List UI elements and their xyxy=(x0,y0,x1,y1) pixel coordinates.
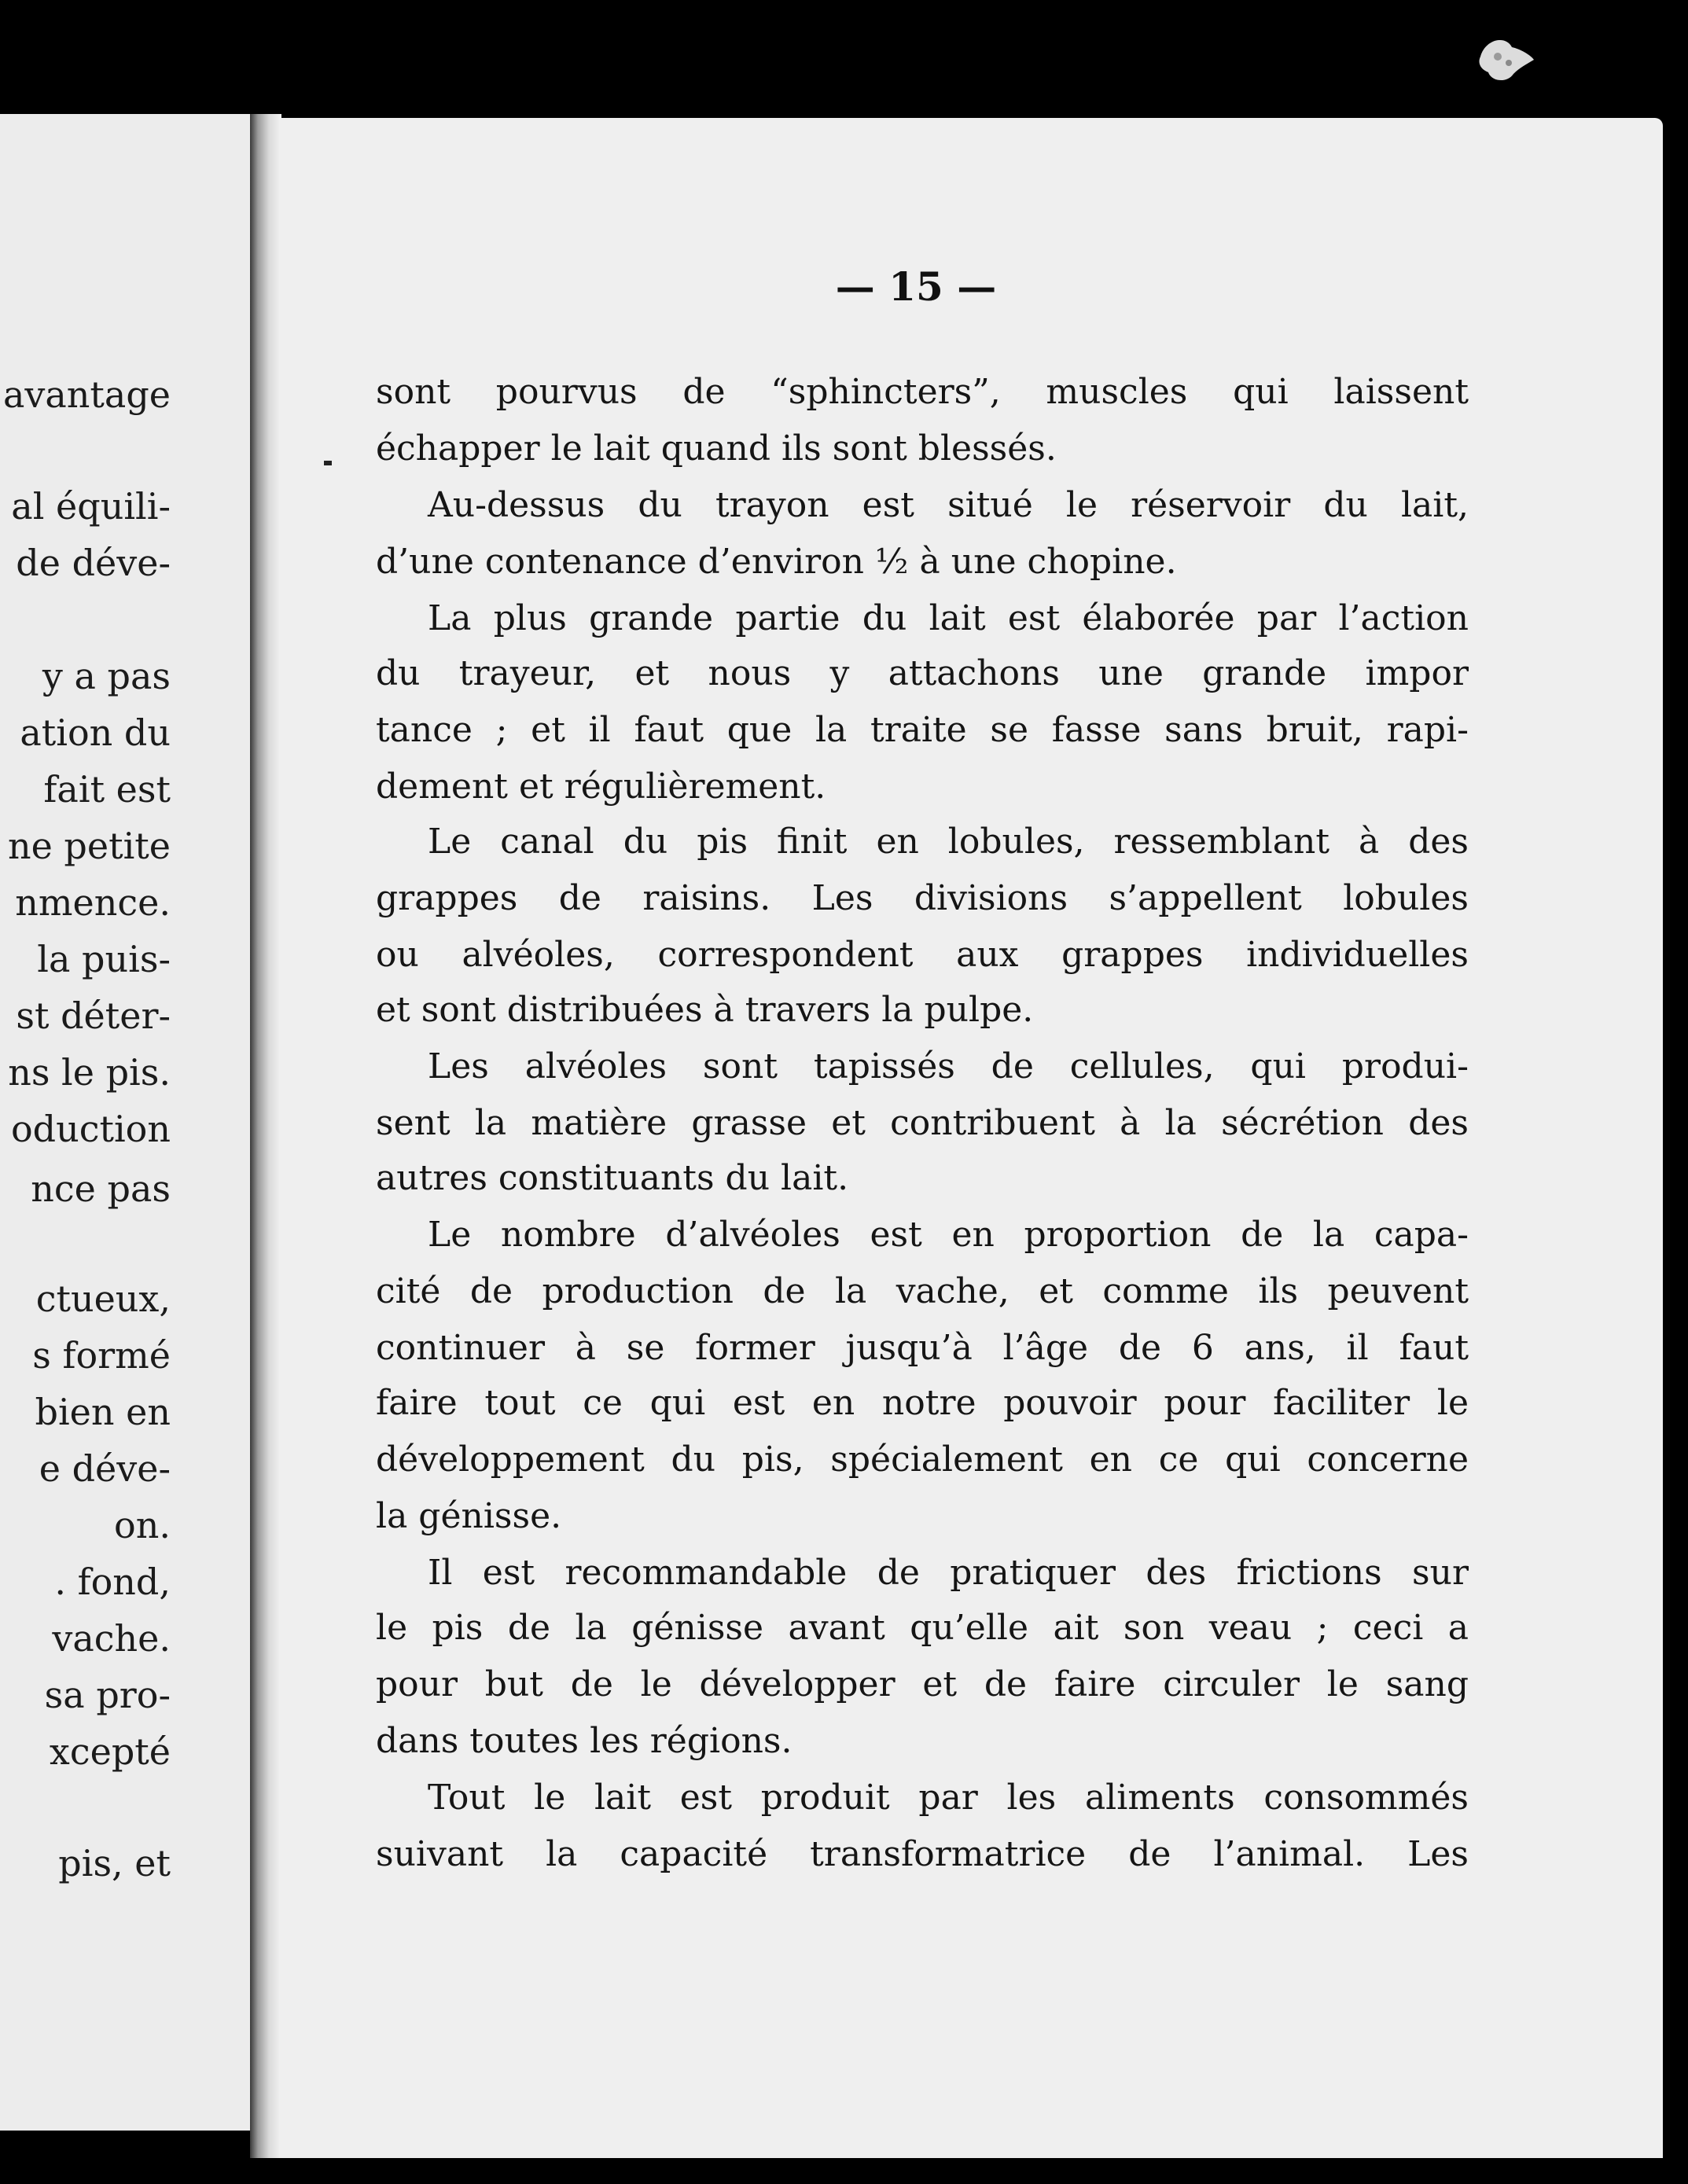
body-line: dans toutes les régions. xyxy=(376,1721,793,1761)
ink-blot-ornament xyxy=(1474,33,1537,88)
body-line: sent la matière grasse et contribuent à la sécrétion des xyxy=(376,1103,1469,1143)
left-line: ation du xyxy=(20,711,171,754)
left-line: vache. xyxy=(52,1617,171,1660)
body-line: Les alvéoles sont tapissés de cellules, qui produi- xyxy=(428,1046,1469,1086)
left-line: ne petite xyxy=(7,825,171,867)
body-line: ou alvéoles, correspondent aux grappes individuelles xyxy=(376,935,1469,975)
book-spine-gutter xyxy=(250,114,281,2158)
left-line: e déve- xyxy=(39,1447,171,1490)
left-line: xcepté xyxy=(49,1730,171,1773)
left-line: nmence. xyxy=(15,881,171,924)
body-line: dement et régulièrement. xyxy=(376,767,826,807)
left-line: s formé xyxy=(32,1334,171,1377)
body-line: tance ; et il faut que la traite se fasse sans bruit, rapi- xyxy=(376,710,1469,750)
left-line: avantage xyxy=(2,373,171,416)
body-line: grappes de raisins. Les divisions s’appellent lobules xyxy=(376,878,1469,918)
page-number: — 15 — xyxy=(835,263,997,310)
body-line: La plus grande partie du lait est élaborée par l’action xyxy=(428,598,1469,638)
left-line: nce pas xyxy=(31,1167,171,1210)
body-line: Le nombre d’alvéoles est en proportion de la capa- xyxy=(428,1215,1469,1255)
body-line: la génisse. xyxy=(376,1496,562,1536)
left-line: ns le pis. xyxy=(8,1051,171,1094)
left-line: fait est xyxy=(43,768,171,811)
left-line: la puis- xyxy=(37,938,171,980)
body-line: du trayeur, et nous y attachons une grande impor xyxy=(376,653,1469,693)
body-line: le pis de la génisse avant qu’elle ait son veau ; ceci a xyxy=(376,1608,1469,1648)
body-line: sont pourvus de “sphincters”, muscles qui laissent xyxy=(376,372,1469,412)
left-line: st déter- xyxy=(16,995,171,1037)
left-line: on. xyxy=(114,1504,171,1546)
body-line: développement du pis, spécialement en ce qui concerne xyxy=(376,1439,1469,1480)
body-line: cité de production de la vache, et comme ils peuvent xyxy=(376,1271,1469,1311)
body-line: échapper le lait quand ils sont blessés. xyxy=(376,428,1057,469)
body-line: suivant la capacité transformatrice de l’animal. Les xyxy=(376,1834,1469,1874)
left-line: bien en xyxy=(35,1391,171,1433)
left-line: oduction xyxy=(10,1108,171,1150)
body-line: Le canal du pis finit en lobules, ressemblant à des xyxy=(428,822,1469,862)
left-line: al équili- xyxy=(11,485,171,528)
body-line: autres constituants du lait. xyxy=(376,1158,849,1198)
body-line: Tout le lait est produit par les aliments consommés xyxy=(428,1778,1469,1818)
left-line: sa pro- xyxy=(44,1674,171,1716)
body-line: Au-dessus du trayon est situé le réservoir du lait, xyxy=(428,485,1469,525)
body-line: d’une contenance d’environ ½ à une chopine. xyxy=(376,542,1177,582)
margin-mark xyxy=(324,461,332,465)
body-line: continuer à se former jusqu’à l’âge de 6 ans, il faut xyxy=(376,1328,1469,1368)
left-page-edge xyxy=(0,114,271,2131)
left-line: ctueux, xyxy=(35,1278,171,1320)
body-line: et sont distribuées à travers la pulpe. xyxy=(376,990,1034,1030)
body-line: faire tout ce qui est en notre pouvoir pour faciliter le xyxy=(376,1383,1469,1423)
left-line: y a pas xyxy=(42,655,171,697)
left-line: pis, et xyxy=(58,1842,171,1884)
body-line: pour but de le développer et de faire circuler le sang xyxy=(376,1664,1469,1704)
left-line: de déve- xyxy=(16,542,171,584)
left-line: . fond, xyxy=(54,1561,171,1603)
body-line: Il est recommandable de pratiquer des frictions sur xyxy=(428,1553,1469,1593)
